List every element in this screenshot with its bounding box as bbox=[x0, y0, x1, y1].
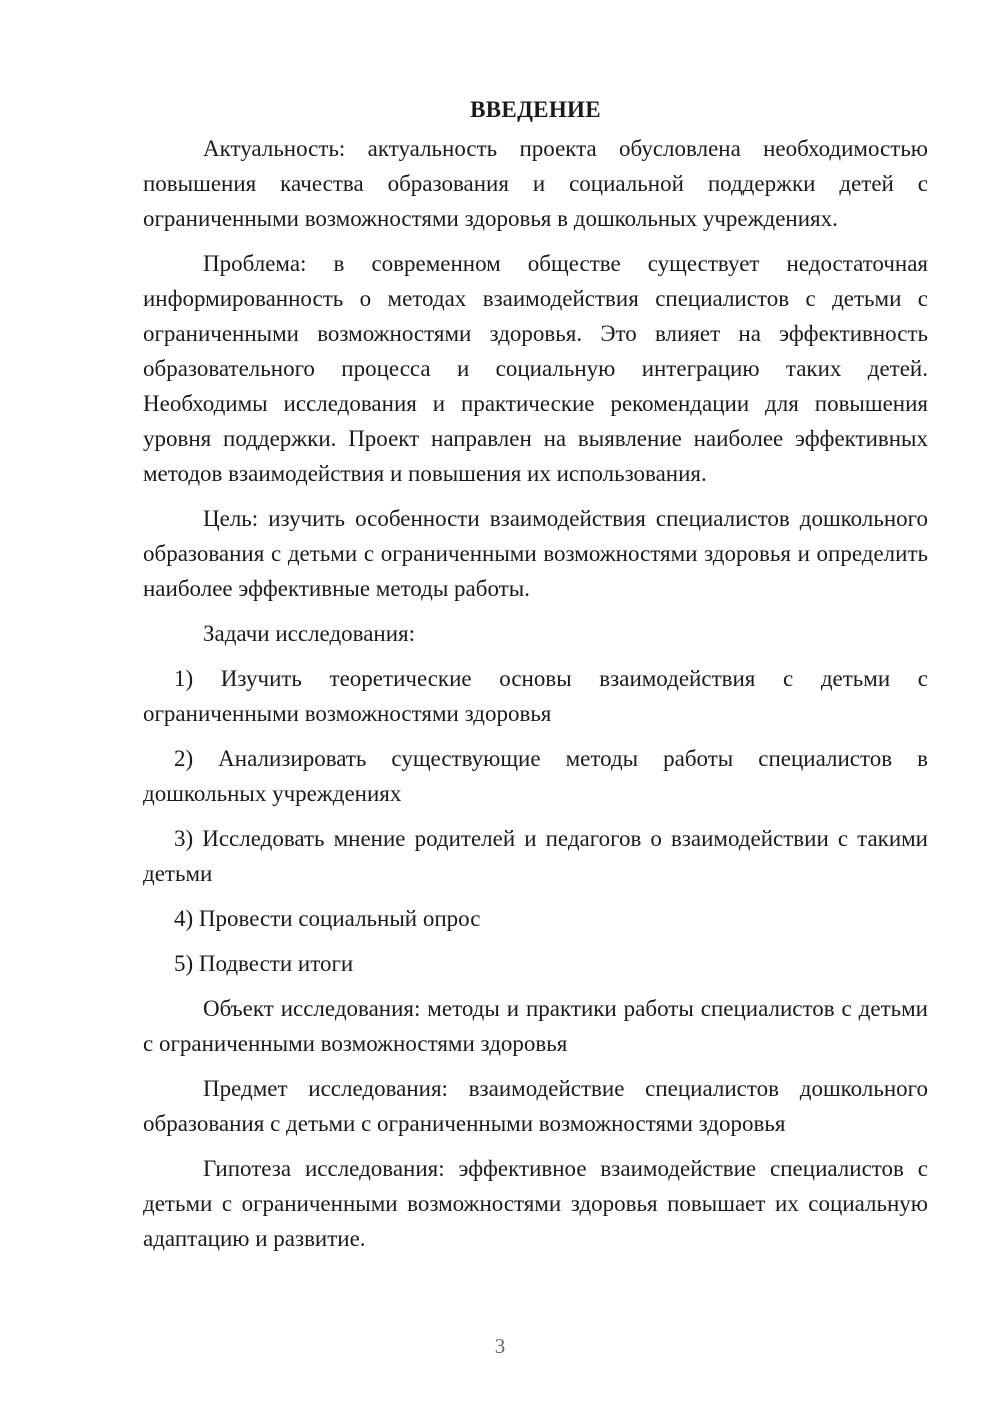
paragraph-hypothesis: Гипотеза исследования: эффективное взаимодействие специалистов с детьми с ограниченными возможностями здоровья повышает их социальную адаптацию и развитие. bbox=[143, 1156, 928, 1251]
section-title: ВВЕДЕНИЕ bbox=[470, 97, 601, 122]
task-item-3: 3) Исследовать мнение родителей и педагогов о взаимодействии с такими детьми bbox=[143, 826, 928, 886]
task-item-5: 5) Подвести итоги bbox=[174, 951, 354, 976]
task-item-2: 2) Анализировать существующие методы работы специалистов в дошкольных учреждениях bbox=[143, 746, 928, 806]
task-item-1: 1) Изучить теоретические основы взаимодействия с детьми с ограниченными возможностями здоровья bbox=[143, 666, 928, 726]
page-number: 3 bbox=[494, 1334, 506, 1358]
paragraph-tasks-heading: Задачи исследования: bbox=[203, 621, 416, 646]
document-page bbox=[143, 92, 928, 1266]
paragraph-relevance: Актуальность: актуальность проекта обусловлена необходимостью повышения качества образования и социальной поддержки детей с ограниченными возможностями здоровья в дошкольных учреждениях. bbox=[143, 136, 928, 231]
paragraph-object: Объект исследования: методы и практики работы специалистов с детьми с ограниченными возможностями здоровья bbox=[143, 996, 928, 1056]
paragraph-goal: Цель: изучить особенности взаимодействия специалистов дошкольного образования с детьми с ограниченными возможностями здоровья и определить наиболее эффективные методы работы. bbox=[143, 506, 928, 601]
task-item-4: 4) Провести социальный опрос bbox=[174, 906, 481, 931]
paragraph-problem: Проблема: в современном обществе существует недостаточная информированность о методах взаимодействия специалистов с детьми с ограниченными возможностями здоровья. Это влияет на эффективность образовательного процесса и социальную интеграцию таких детей. Необходимы исследования и практические рекомендации для повышения уровня поддержки. Проект направлен на выявление наиболее эффективных методов взаимодействия и повышения их использования. bbox=[143, 251, 928, 486]
paragraph-subject: Предмет исследования: взаимодействие специалистов дошкольного образования с детьми с ограниченными возможностями здоровья bbox=[143, 1076, 928, 1136]
